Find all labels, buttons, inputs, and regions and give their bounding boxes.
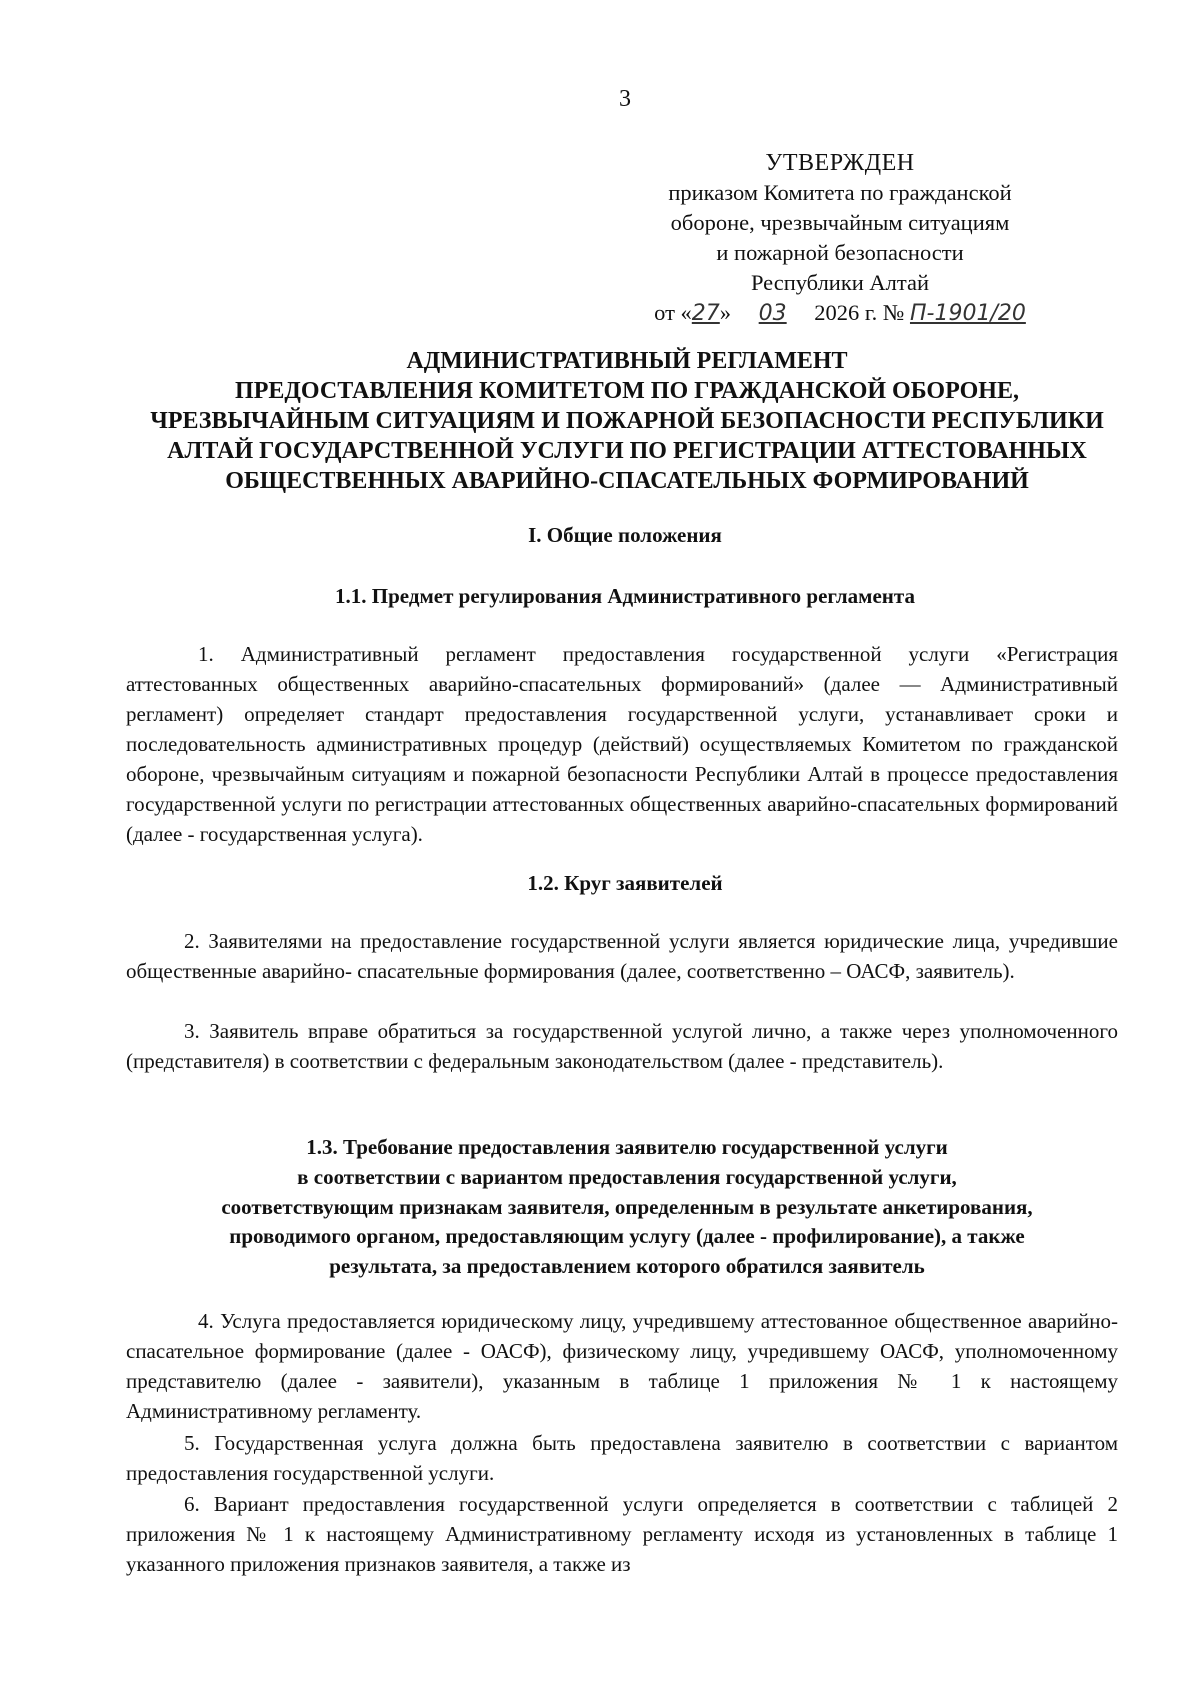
approval-line: приказом Комитета по гражданской	[668, 180, 1012, 205]
handwritten-month: 03	[758, 301, 787, 326]
approval-heading: УТВЕРЖДЕН	[765, 150, 915, 176]
date-mid: »	[719, 300, 732, 325]
handwritten-order-number: П-1901/20	[909, 301, 1026, 326]
document-title	[130, 346, 1124, 496]
heading-line: результата, за предоставлением которого обратился заявитель	[329, 1254, 925, 1279]
paragraph-1: 1. Административный регламент предоставления государственной услуги «Регистрация аттестованных общественных аварийно-спасательных формирований» (далее — Административный регламент) определяет стандарт предоставления государственной услуги, устанавливает сроки и последовательность административных процедур (действий) осуществляемых Комитетом по гражданской обороне, чрезвычайным ситуациям и пожарной безопасности Республики Алтай в процессе предоставления государственной услуги по регистрации аттестованных общественных аварийно-спасательных формирований (далее - государственная услуга).	[126, 642, 1118, 846]
section-1-heading: I. Общие положения	[528, 523, 722, 547]
date-prefix: от «	[654, 300, 692, 325]
title-line: ЧРЕЗВЫЧАЙНЫМ СИТУАЦИЯМ И ПОЖАРНОЙ БЕЗОПАСНОСТИ РЕСПУБЛИКИ	[150, 408, 1104, 434]
subsection-1-1-heading: 1.1. Предмет регулирования Административного регламента	[335, 584, 915, 608]
heading-line: проводимого органом, предоставляющим услугу (далее - профилирование), а также	[229, 1224, 1025, 1249]
approval-line: Республики Алтай	[750, 270, 930, 295]
subsection-1-3-heading	[130, 1133, 1124, 1282]
approval-block	[640, 148, 1040, 329]
paragraph-6: 6. Вариант предоставления государственной услуги определяется в соответствии с таблицей 2 приложения № 1 к настоящему Административному регламенту исходя из установленных в таблице 1 указанного приложения признаков заявителя, а также из	[126, 1492, 1118, 1576]
paragraph-2: 2. Заявителями на предоставление государственной услуги является юридические лица, учредившие общественные аварийно- спасательные формирования (далее, соответственно – ОАСФ, заявитель).	[126, 929, 1118, 983]
heading-line: соответствующим признакам заявителя, определенным в результате анкетирования,	[221, 1194, 1033, 1219]
page-number: 3	[619, 86, 631, 112]
approval-line: и пожарной безопасности	[716, 240, 964, 265]
title-line: АДМИНИСТРАТИВНЫЙ РЕГЛАМЕНТ	[406, 348, 848, 374]
heading-line: в соответствии с вариантом предоставления государственной услуги,	[297, 1164, 957, 1189]
handwritten-day: 27	[691, 301, 720, 326]
paragraph-5: 5. Государственная услуга должна быть предоставлена заявителю в соответствии с вариантом предоставления государственной услуги.	[126, 1431, 1118, 1485]
title-line: ОБЩЕСТВЕННЫХ АВАРИЙНО-СПАСАТЕЛЬНЫХ ФОРМИРОВАНИЙ	[225, 468, 1029, 494]
paragraph-4: 4. Услуга предоставляется юридическому лицу, учредившему аттестованное общественное аварийно-спасательное формирование (далее - ОАСФ), физическому лицу, учредившему ОАСФ, уполномоченному представителю (далее - заявители), указанным в таблице 1 приложения № 1 к настоящему Административному регламенту.	[126, 1309, 1118, 1423]
heading-line: 1.3. Требование предоставления заявителю государственной услуги	[306, 1135, 948, 1159]
paragraph-3: 3. Заявитель вправе обратиться за государственной услугой лично, а также через уполномоченного (представителя) в соответствии с федеральным законодательством (далее - представитель).	[126, 1019, 1118, 1073]
title-line: ПРЕДОСТАВЛЕНИЯ КОМИТЕТОМ ПО ГРАЖДАНСКОЙ ОБОРОНЕ,	[235, 378, 1019, 404]
order-year: 2026 г. №	[814, 300, 905, 325]
approval-line: обороне, чрезвычайным ситуациям	[670, 210, 1010, 235]
subsection-1-2-heading: 1.2. Круг заявителей	[527, 871, 723, 895]
order-date-line	[640, 298, 1040, 329]
title-line: АЛТАЙ ГОСУДАРСТВЕННОЙ УСЛУГИ ПО РЕГИСТРАЦИИ АТТЕСТОВАННЫХ	[167, 438, 1087, 464]
